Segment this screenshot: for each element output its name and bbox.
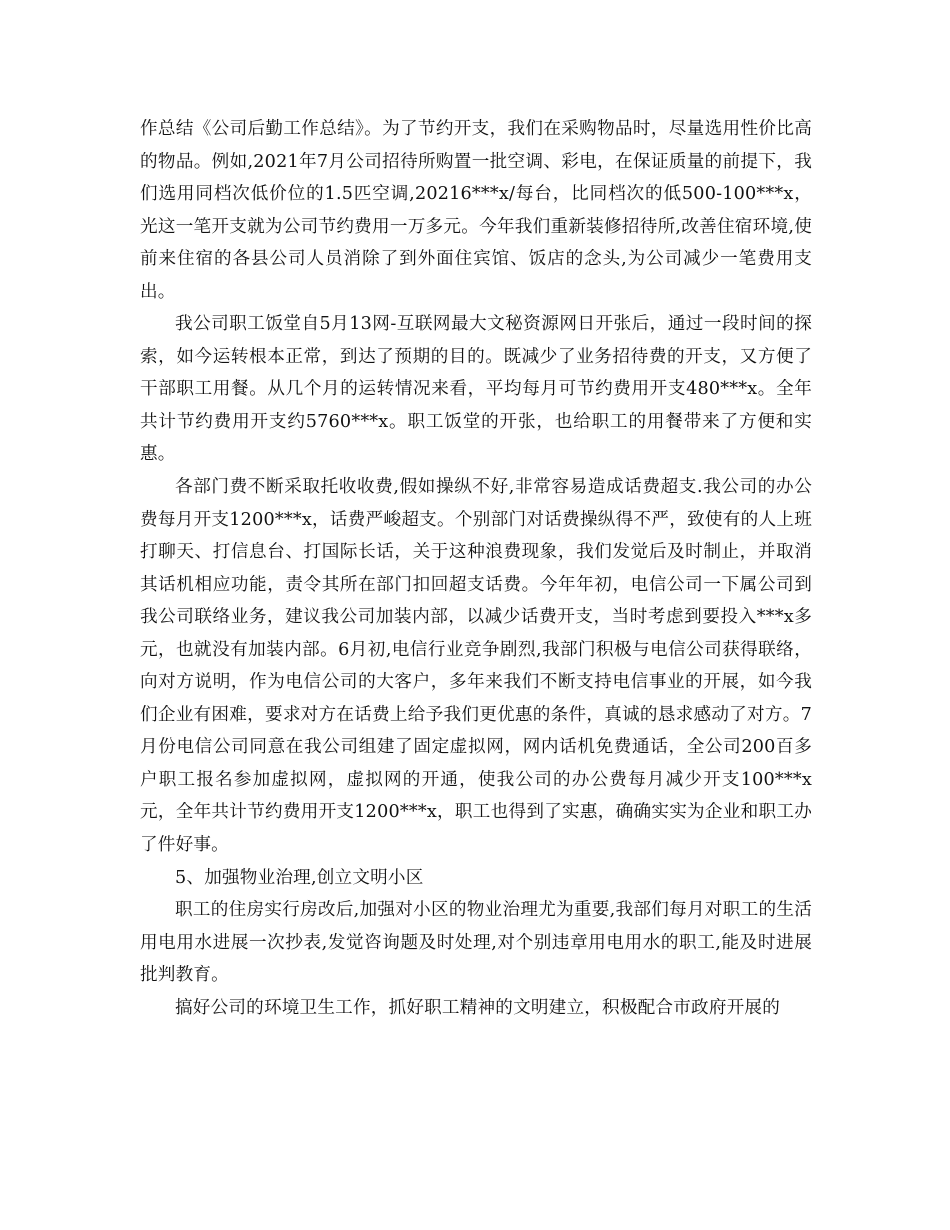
paragraph-environment: 搞好公司的环境卫生工作，抓好职工精神的文明建立，积极配合市政府开展的 — [175, 997, 780, 1018]
paragraph-procurement: 作总结《公司后勤工作总结》。为了节约开支，我们在采购物品时，尽量选用性价比高的物品。例如,2021年7月公司招待所购置一批空调、彩电，在保证质量的前提下，我们选用同档次低价位的1.5匹空调,20216***x/每台，比同档次的低500-100***x，光这一笔开支就为公司节约费用一万多元。今年我们重新装修招待所,改善住宿环境,使前来住宿的各县公司人员消除了到外面住宾馆、饭店的念头,为公司减少一笔费用支出。 — [140, 119, 812, 302]
paragraph-utilities: 职工的住房实行房改后,加强对小区的物业治理尤为重要,我部们每月对职工的生活用电用水进展一次抄表,发觉咨询题及时处理,对个别违章用电用水的职工,能及时进展批判教育。 — [140, 900, 812, 986]
section-heading-property-management: 5、加强物业治理,创立文明小区 — [175, 867, 424, 888]
document-page — [140, 113, 812, 1024]
paragraph-canteen: 我公司职工饭堂自5月13网-互联网最大文秘资源网日开张后，通过一段时间的探索，如今运转根本正常，到达了预期的目的。既减少了业务招待费的开支，又方便了干部职工用餐。从几个月的运转情况来看，平均每月可节约费用开支480***x。全年共计节约费用开支约5760***x。职工饭堂的开张，也给职工的用餐带来了方便和实惠。 — [140, 314, 812, 465]
paragraph-phone-fees: 各部门费不断采取托收收费,假如操纵不好,非常容易造成话费超支.我公司的办公费每月开支1200***x，话费严峻超支。个别部门对话费操纵得不严，致使有的人上班打聊天、打信息台、打国际长话，关于这种浪费现象，我们发觉后及时制止，并取消其话机相应功能，责令其所在部门扣回超支话费。今年年初，电信公司一下属公司到我公司联络业务，建议我公司加装内部，以减少话费开支，当时考虑到要投入***x多元，也就没有加装内部。6月初,电信行业竞争剧烈,我部门积极与电信公司获得联络，向对方说明，作为电信公司的大客户，多年来我们不断支持电信事业的开展，如今我们企业有困难，要求对方在话费上给予我们更优惠的条件，真诚的恳求感动了对方。7月份电信公司同意在我公司组建了固定虚拟网，网内话机免费通话，全公司200百多户职工报名参加虚拟网，虚拟网的开通，使我公司的办公费每月减少开支100***x元，全年共计节约费用开支1200***x，职工也得到了实惠，确确实实为企业和职工办了件好事。 — [140, 477, 812, 856]
